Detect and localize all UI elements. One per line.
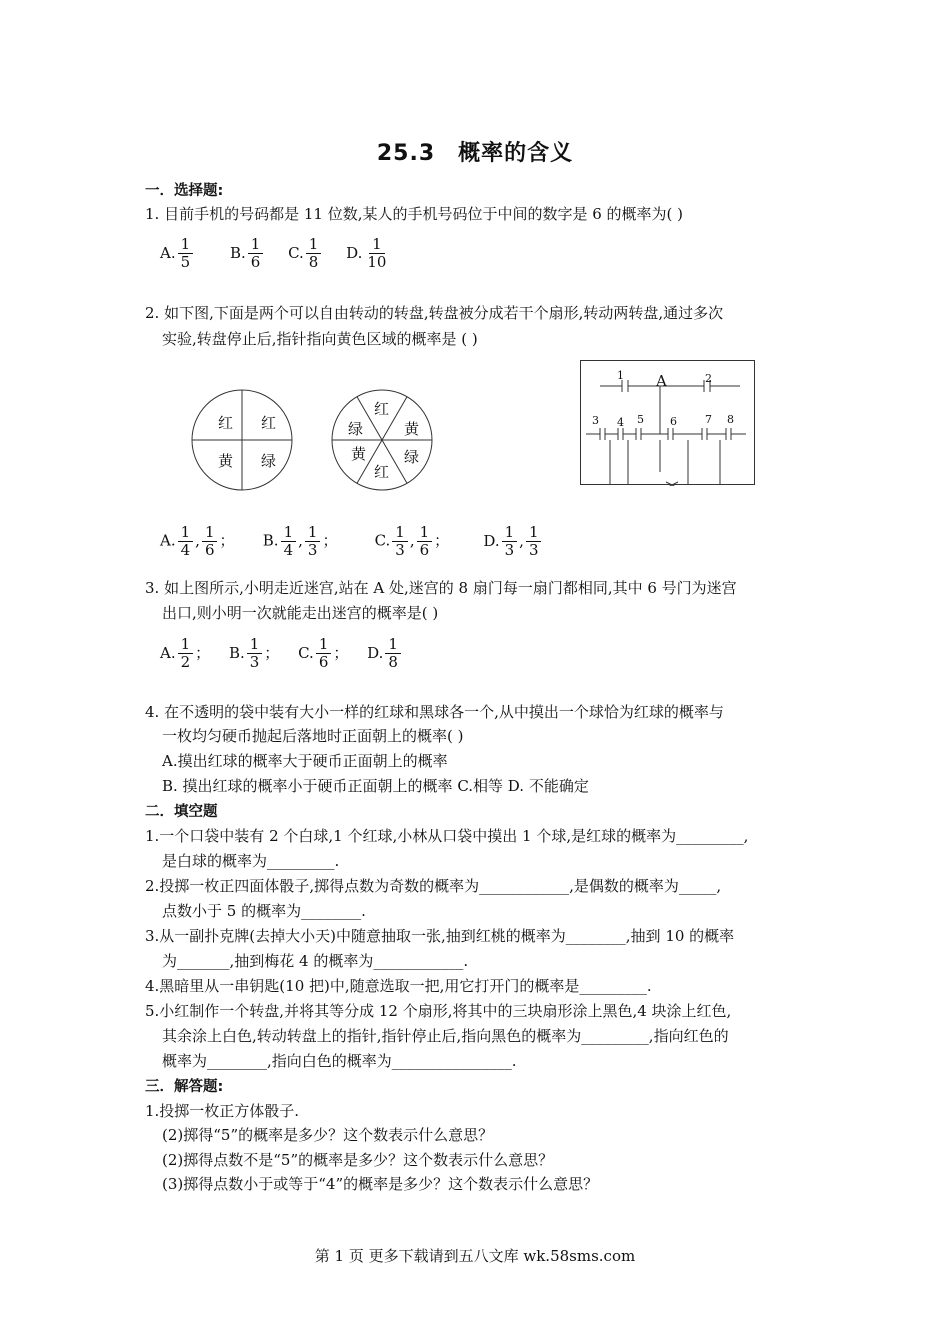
fill-q5-line2: 其余涂上白色,转动转盘上的指针,指针停止后,指向黑色的概率为_________,指向红色的 xyxy=(162,1027,729,1045)
wheel2-sector-lower-right: 绿 xyxy=(404,448,420,466)
q1-option-c: C. $\frac{1}{8}$ xyxy=(288,244,323,262)
q1-stem: 1. 目前手机的号码都是 11 位数,某人的手机号码位于中间的数字是 6 的概率为( ) xyxy=(145,205,684,223)
q3-option-d: D. $\frac{1}{8}$ xyxy=(367,644,403,662)
maze-door-7: 7 xyxy=(705,413,712,426)
q2-option-c: C. $\frac{1}{3}$ , $\frac{1}{6}$ ； xyxy=(374,523,450,559)
maze-door-5: 5 xyxy=(637,413,644,426)
q3-option-c: C. $\frac{1}{6}$ ； xyxy=(298,635,349,671)
section-answer-heading: 三．解答题: xyxy=(145,1079,224,1095)
wheel2-sector-bottom: 红 xyxy=(374,463,390,481)
answer-q1-part2: (2)掷得点数不是“5”的概率是多少？这个数表示什么意思？ xyxy=(162,1151,554,1169)
wheel1-sector-top-left: 红 xyxy=(218,414,234,432)
section-fill-heading: 二．填空题 xyxy=(145,804,218,820)
page-title: 25.3 概率的含义 xyxy=(376,141,574,166)
answer-q1-part1: (2)掷得“5”的概率是多少？这个数表示什么意思？ xyxy=(162,1126,494,1144)
maze-door-6: 6 xyxy=(670,415,677,428)
fill-q2-line2: 点数小于 5 的概率为________. xyxy=(162,902,366,920)
fill-q2-line1: 2.投掷一枚正四面体骰子,掷得点数为奇数的概率为____________,是偶数的概率为_____, xyxy=(145,877,722,895)
q1-options xyxy=(160,236,391,271)
q1-option-b: B. $\frac{1}{6}$ xyxy=(230,244,265,262)
maze-door-3: 3 xyxy=(592,414,599,427)
spinner-wheel-4-sectors xyxy=(190,388,294,492)
fill-q3-line2: 为_______,抽到梅花 4 的概率为____________. xyxy=(162,952,469,970)
wheel2-sector-lower-left: 黄 xyxy=(351,445,367,463)
wheel2-sector-upper-left: 绿 xyxy=(348,420,364,438)
fill-q1-line2: 是白球的概率为_________. xyxy=(162,852,340,870)
maze-start-label: A xyxy=(656,372,667,390)
q4-options-bcd: B. 摸出红球的概率小于硬币正面朝上的概率 C.相等 D. 不能确定 xyxy=(162,777,589,795)
maze-door-8: 8 xyxy=(727,413,734,426)
fill-q4: 4.黑暗里从一串钥匙(10 把)中,随意选取一把,用它打开门的概率是_________. xyxy=(145,977,652,995)
q3-option-a: A. $\frac{1}{2}$ ； xyxy=(160,635,211,671)
q2-option-a: A. $\frac{1}{4}$ , $\frac{1}{6}$ ； xyxy=(160,523,235,559)
q3-stem-line1: 3. 如上图所示,小明走近迷宫,站在 A 处,迷宫的 8 扇门每一扇门都相同,其中 6 号门为迷宫 xyxy=(145,579,737,597)
q4-option-a: A.摸出红球的概率大于硬币正面朝上的概率 xyxy=(162,752,448,770)
wheel1-sector-bottom-left: 黄 xyxy=(218,452,234,470)
maze-door-4: 4 xyxy=(617,416,624,429)
q3-stem-line2: 出口,则小明一次就能走出迷宫的概率是( ) xyxy=(162,604,439,622)
wheel1-sector-bottom-right: 绿 xyxy=(261,452,277,470)
answer-q1-stem: 1.投掷一枚正方体骰子. xyxy=(145,1102,300,1120)
section-choice-heading: 一．选择题: xyxy=(145,183,224,199)
fill-q5-line3: 概率为________,指向白色的概率为________________. xyxy=(162,1052,517,1070)
maze-door-1: 1 xyxy=(617,369,624,382)
page-footer: 第 1 页 更多下载请到五八文库 wk.58sms.com xyxy=(314,1247,636,1265)
q2-option-b: B. $\frac{1}{4}$ , $\frac{1}{3}$ ； xyxy=(262,523,338,559)
wheel2-sector-upper-right: 黄 xyxy=(404,420,420,438)
q2-stem-line1: 2. 如下图,下面是两个可以自由转动的转盘,转盘被分成若干个扇形,转动两转盘,通过多次 xyxy=(145,304,724,322)
q4-stem-line2: 一枚均匀硬币抛起后落地时正面朝上的概率( ) xyxy=(162,727,464,745)
maze-door-2: 2 xyxy=(705,372,712,385)
wheel1-sector-top-right: 红 xyxy=(261,414,277,432)
q4-stem-line1: 4. 在不透明的袋中装有大小一样的红球和黑球各一个,从中摸出一个球恰为红球的概率与 xyxy=(145,703,724,721)
q1-option-a: A. $\frac{1}{5}$ xyxy=(160,244,195,262)
q2-options xyxy=(160,524,543,559)
q3-option-b: B. $\frac{1}{3}$ ； xyxy=(228,635,280,671)
wheel2-sector-top: 红 xyxy=(374,400,390,418)
q2-option-d: D. $\frac{1}{3}$ , $\frac{1}{3}$ xyxy=(483,532,543,550)
fill-q3-line1: 3.从一副扑克牌(去掉大小天)中随意抽取一张,抽到红桃的概率为________,抽到 10 的概率 xyxy=(145,927,735,945)
fill-q5-line1: 5.小红制作一个转盘,并将其等分成 12 个扇形,将其中的三块扇形涂上黑色,4 块涂上红色, xyxy=(145,1002,732,1020)
q2-stem-line2: 实验,转盘停止后,指针指向黄色区域的概率是 ( ) xyxy=(162,330,478,348)
answer-q1-part3: (3)掷得点数小于或等于“4”的概率是多少？这个数表示什么意思？ xyxy=(162,1175,599,1193)
q3-options xyxy=(160,636,403,671)
q1-option-d: D. $\frac{1}{10}$ xyxy=(346,235,387,271)
fill-q1-line1: 1.一个口袋中装有 2 个白球,1 个红球,小林从口袋中摸出 1 个球,是红球的概率为_________, xyxy=(145,827,749,845)
